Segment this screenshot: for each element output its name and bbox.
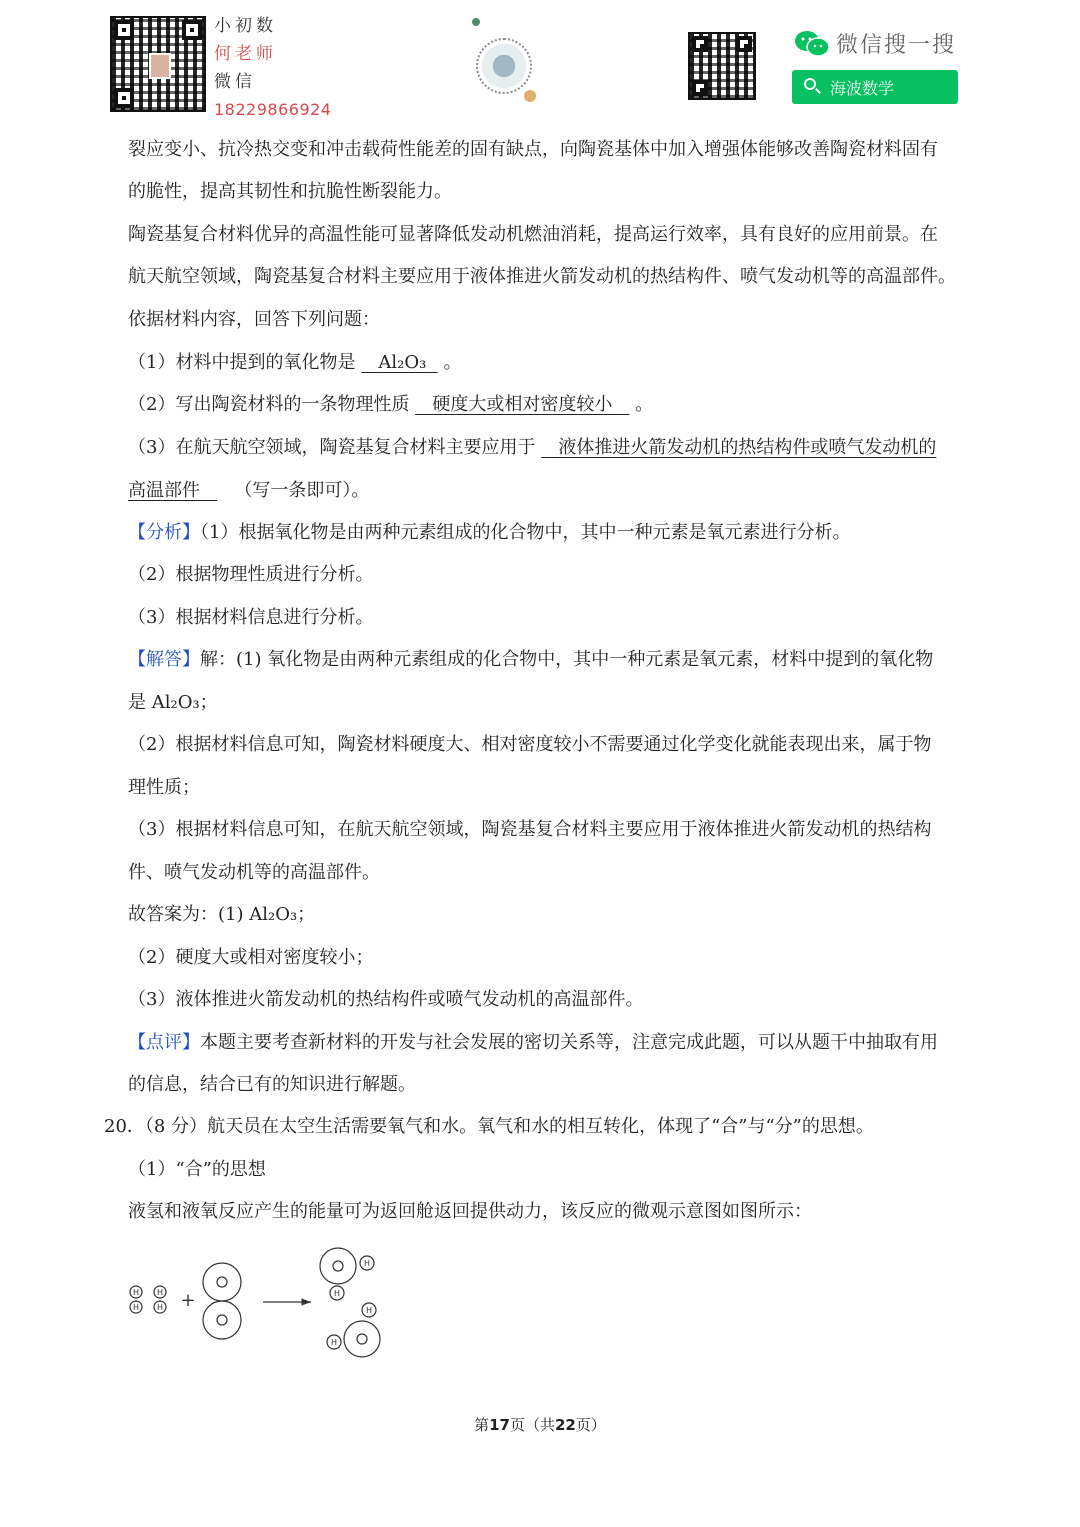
wechat-search-label: 微信搜一搜 [836, 33, 957, 58]
teacher-phone: 18229866924 [214, 100, 332, 119]
page-footer: 第17页（共22页） [474, 1416, 606, 1434]
answer-1: 【解答】解：(1) 氧化物是由两种元素组成的化合物中，其中一种元素是氧元素，材料中提到的氧化物 [128, 649, 934, 670]
water-molecule-1 [320, 1248, 374, 1300]
h-atom-label: H [363, 1259, 371, 1268]
answer-1-cont: 是 Al₂O₃； [128, 692, 218, 713]
answer-2-cont: 理性质； [128, 777, 200, 798]
current-page: 17 [489, 1416, 510, 1434]
teacher-qr-code [110, 16, 206, 112]
h-atom-label: H [333, 1289, 341, 1298]
answer-blank-3: 液体推进火箭发动机的热结构件或喷气发动机的 [558, 437, 937, 458]
wechat-search-button[interactable] [792, 70, 958, 104]
paragraph-line: 依据材料内容，回答下列问题： [128, 309, 380, 330]
answer-blank-1: Al₂O₃ [378, 352, 427, 373]
final-answer-3: （3）液体推进火箭发动机的热结构件或喷气发动机的高温部件。 [128, 989, 644, 1010]
total-pages: 22 [555, 1416, 576, 1434]
water-molecule-2 [327, 1303, 380, 1357]
wechat-qr-code [688, 32, 756, 100]
mini-program-code [472, 18, 536, 108]
comment-cont: 的信息，结合已有的知识进行解题。 [128, 1074, 416, 1095]
h-atom-label: H [156, 1288, 164, 1297]
question-1: （1）材料中提到的氧化物是 Al₂O₃ 。 [128, 352, 462, 373]
reaction-micro-diagram [120, 1238, 400, 1368]
wechat-logo-icon [794, 30, 830, 58]
teacher-contact [214, 12, 331, 124]
answer-3: （3）根据材料信息可知，在航天航空领域，陶瓷基复合材料主要应用于液体推进火箭发动机的热结构 [128, 819, 932, 840]
analysis-1: 【分析】（1）根据氧化物是由两种元素组成的化合物中，其中一种元素是氧元素进行分析。 [128, 522, 851, 543]
teacher-name: 何老师 [214, 44, 277, 64]
paragraph-line: 的脆性，提高其韧性和抗脆性断裂能力。 [128, 181, 452, 202]
plus-sign: + [180, 1290, 196, 1311]
answer-2: （2）根据材料信息可知，陶瓷材料硬度大、相对密度较小不需要通过化学变化就能表现出来，属于物 [128, 734, 932, 755]
search-icon [804, 78, 816, 90]
answer-blank-2: 硬度大或相对密度较小 [432, 394, 613, 415]
h-atom-label: H [132, 1303, 140, 1312]
answer-blank-3-cont: 高温部件 [128, 480, 200, 501]
oxygen-molecule [203, 1263, 241, 1339]
comment-tag: 【点评】 [128, 1032, 200, 1053]
answer-tag: 【解答】 [128, 649, 200, 670]
paragraph-line: 陶瓷基复合材料优异的高温性能可显著降低发动机燃油消耗，提高运行效率，具有良好的应用前景。在 [128, 224, 938, 245]
teacher-line1: 小初数 [214, 16, 277, 36]
h-atom-label: H [132, 1288, 140, 1297]
final-answer-2: （2）硬度大或相对密度较小； [128, 947, 374, 968]
paragraph-line: 裂应变小、抗冷热交变和冲击载荷性能差的固有缺点，向陶瓷基体中加入增强体能够改善陶瓷材料固有 [128, 139, 938, 160]
h-atom-label: H [365, 1306, 373, 1315]
question-20: 20．（8 分）航天员在太空生活需要氧气和水。氧气和水的相互转化，体现了“合”与“分”的思想。 [104, 1116, 874, 1137]
analysis-3: （3）根据材料信息进行分析。 [128, 607, 374, 628]
h-atom-label: H [156, 1303, 164, 1312]
question-3: （3）在航天航空领域，陶瓷基复合材料主要应用于 液体推进火箭发动机的热结构件或喷气发动机的 [128, 437, 937, 458]
question-2: （2）写出陶瓷材料的一条物理性质 硬度大或相对密度较小 。 [128, 394, 654, 415]
question-3-cont: 高温部件 （写一条即可）。 [128, 480, 370, 501]
comment: 【点评】本题主要考查新材料的开发与社会发展的密切关系等，注意完成此题，可以从题干中抽取有用 [128, 1032, 938, 1053]
teacher-wechat: 微信 [214, 72, 256, 92]
answer-3-cont: 件、喷气发动机等的高温部件。 [128, 862, 380, 883]
final-answer-1: 故答案为：(1) Al₂O₃； [128, 904, 316, 925]
analysis-tag: 【分析】 [128, 522, 200, 543]
paragraph-line: 航天航空领域，陶瓷基复合材料主要应用于液体推进火箭发动机的热结构件、喷气发动机等的高温部件。 [128, 266, 956, 287]
question-20-sub: （1）“合”的思想 [128, 1159, 266, 1180]
question-20-text: 液氢和液氧反应产生的能量可为返回舱返回提供动力，该反应的微观示意图如图所示： [128, 1201, 812, 1222]
h-atom-label: H [330, 1338, 338, 1347]
analysis-2: （2）根据物理性质进行分析。 [128, 564, 374, 585]
wechat-account-name: 海波数学 [830, 79, 895, 98]
page-header [0, 0, 1080, 125]
